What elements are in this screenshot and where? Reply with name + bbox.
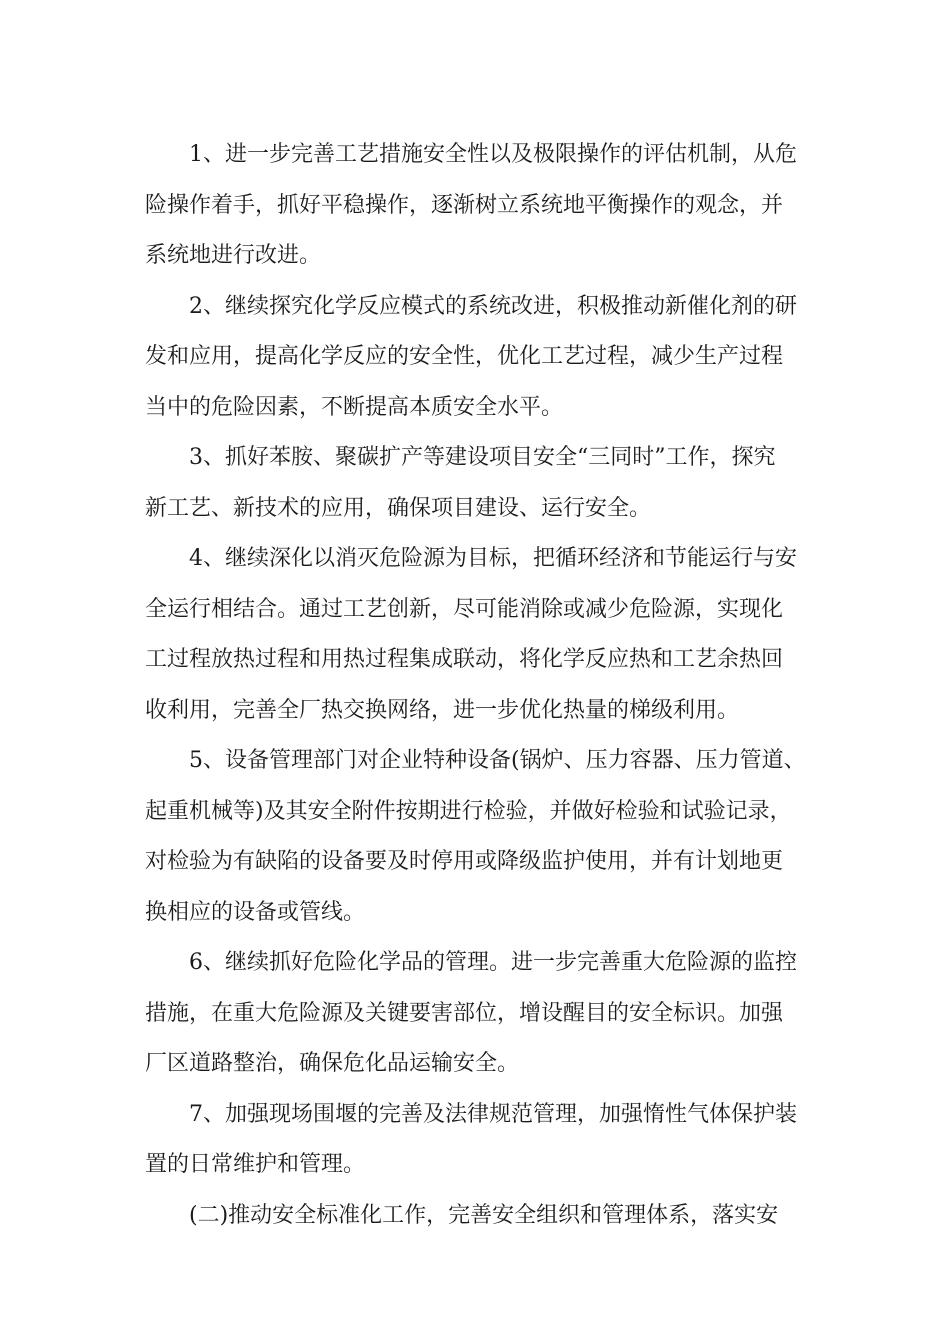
item-6-line-2: 措施，在重大危险源及关键要害部位，增设醒目的安全标识。加强 xyxy=(145,1000,784,1026)
item-2-line-3: 当中的危险因素，不断提高本质安全水平。 xyxy=(145,394,564,420)
item-5-line-2: 起重机械等)及其安全附件按期进行检验，并做好检验和试验记录， xyxy=(145,798,792,824)
item-4-line-1: 4、继续深化以消灭危险源为目标，把循环经济和节能运行与安 xyxy=(189,546,797,571)
item-1-line-3: 系统地进行改进。 xyxy=(145,243,322,268)
item-6-line-1: 6、继续抓好危险化学品的管理。进一步完善重大危险源的监控 xyxy=(189,950,797,975)
section-2-heading-line: (二)推动安全标准化工作，完善安全组织和管理体系，落实安 xyxy=(189,1202,779,1228)
body-text xyxy=(145,130,815,1241)
item-1-line-1: 1、进一步完善工艺措施安全性以及极限操作的评估机制，从危 xyxy=(189,142,797,167)
item-4-line-3: 工过程放热过程和用热过程集成联动，将化学反应热和工艺余热回 xyxy=(145,647,784,672)
item-3-line-2: 新工艺、新技术的应用，确保项目建设、运行安全。 xyxy=(145,495,652,521)
item-2-line-2: 发和应用，提高化学反应的安全性，优化工艺过程，减少生产过程 xyxy=(145,344,784,369)
item-6-line-3: 厂区道路整治，确保危化品运输安全。 xyxy=(145,1051,520,1076)
item-3-line-1: 3、抓好苯胺、聚碳扩产等建设项目安全“三同时”工作，探究 xyxy=(189,445,776,470)
item-1-line-2: 险操作着手，抓好平稳操作，逐渐树立系统地平衡操作的观念，并 xyxy=(145,192,784,218)
item-5-line-4: 换相应的设备或管线。 xyxy=(145,899,366,925)
item-2-line-1: 2、继续探究化学反应模式的系统改进，积极推动新催化剂的研 xyxy=(189,293,797,319)
item-4-line-2: 全运行相结合。通过工艺创新，尽可能消除或减少危险源，实现化 xyxy=(145,596,784,622)
item-4-line-4: 收利用，完善全厂热交换网络，进一步优化热量的梯级利用。 xyxy=(145,697,740,723)
item-5-line-3: 对检验为有缺陷的设备要及时停用或降级监护使用，并有计划地更 xyxy=(145,849,784,874)
item-7-line-1: 7、加强现场围堰的完善及法律规范管理，加强惰性气体保护装 xyxy=(189,1101,797,1127)
item-7-line-2: 置的日常维护和管理。 xyxy=(145,1152,366,1177)
item-5-line-1: 5、设备管理部门对企业特种设备(锅炉、压力容器、压力管道、 xyxy=(189,748,806,773)
